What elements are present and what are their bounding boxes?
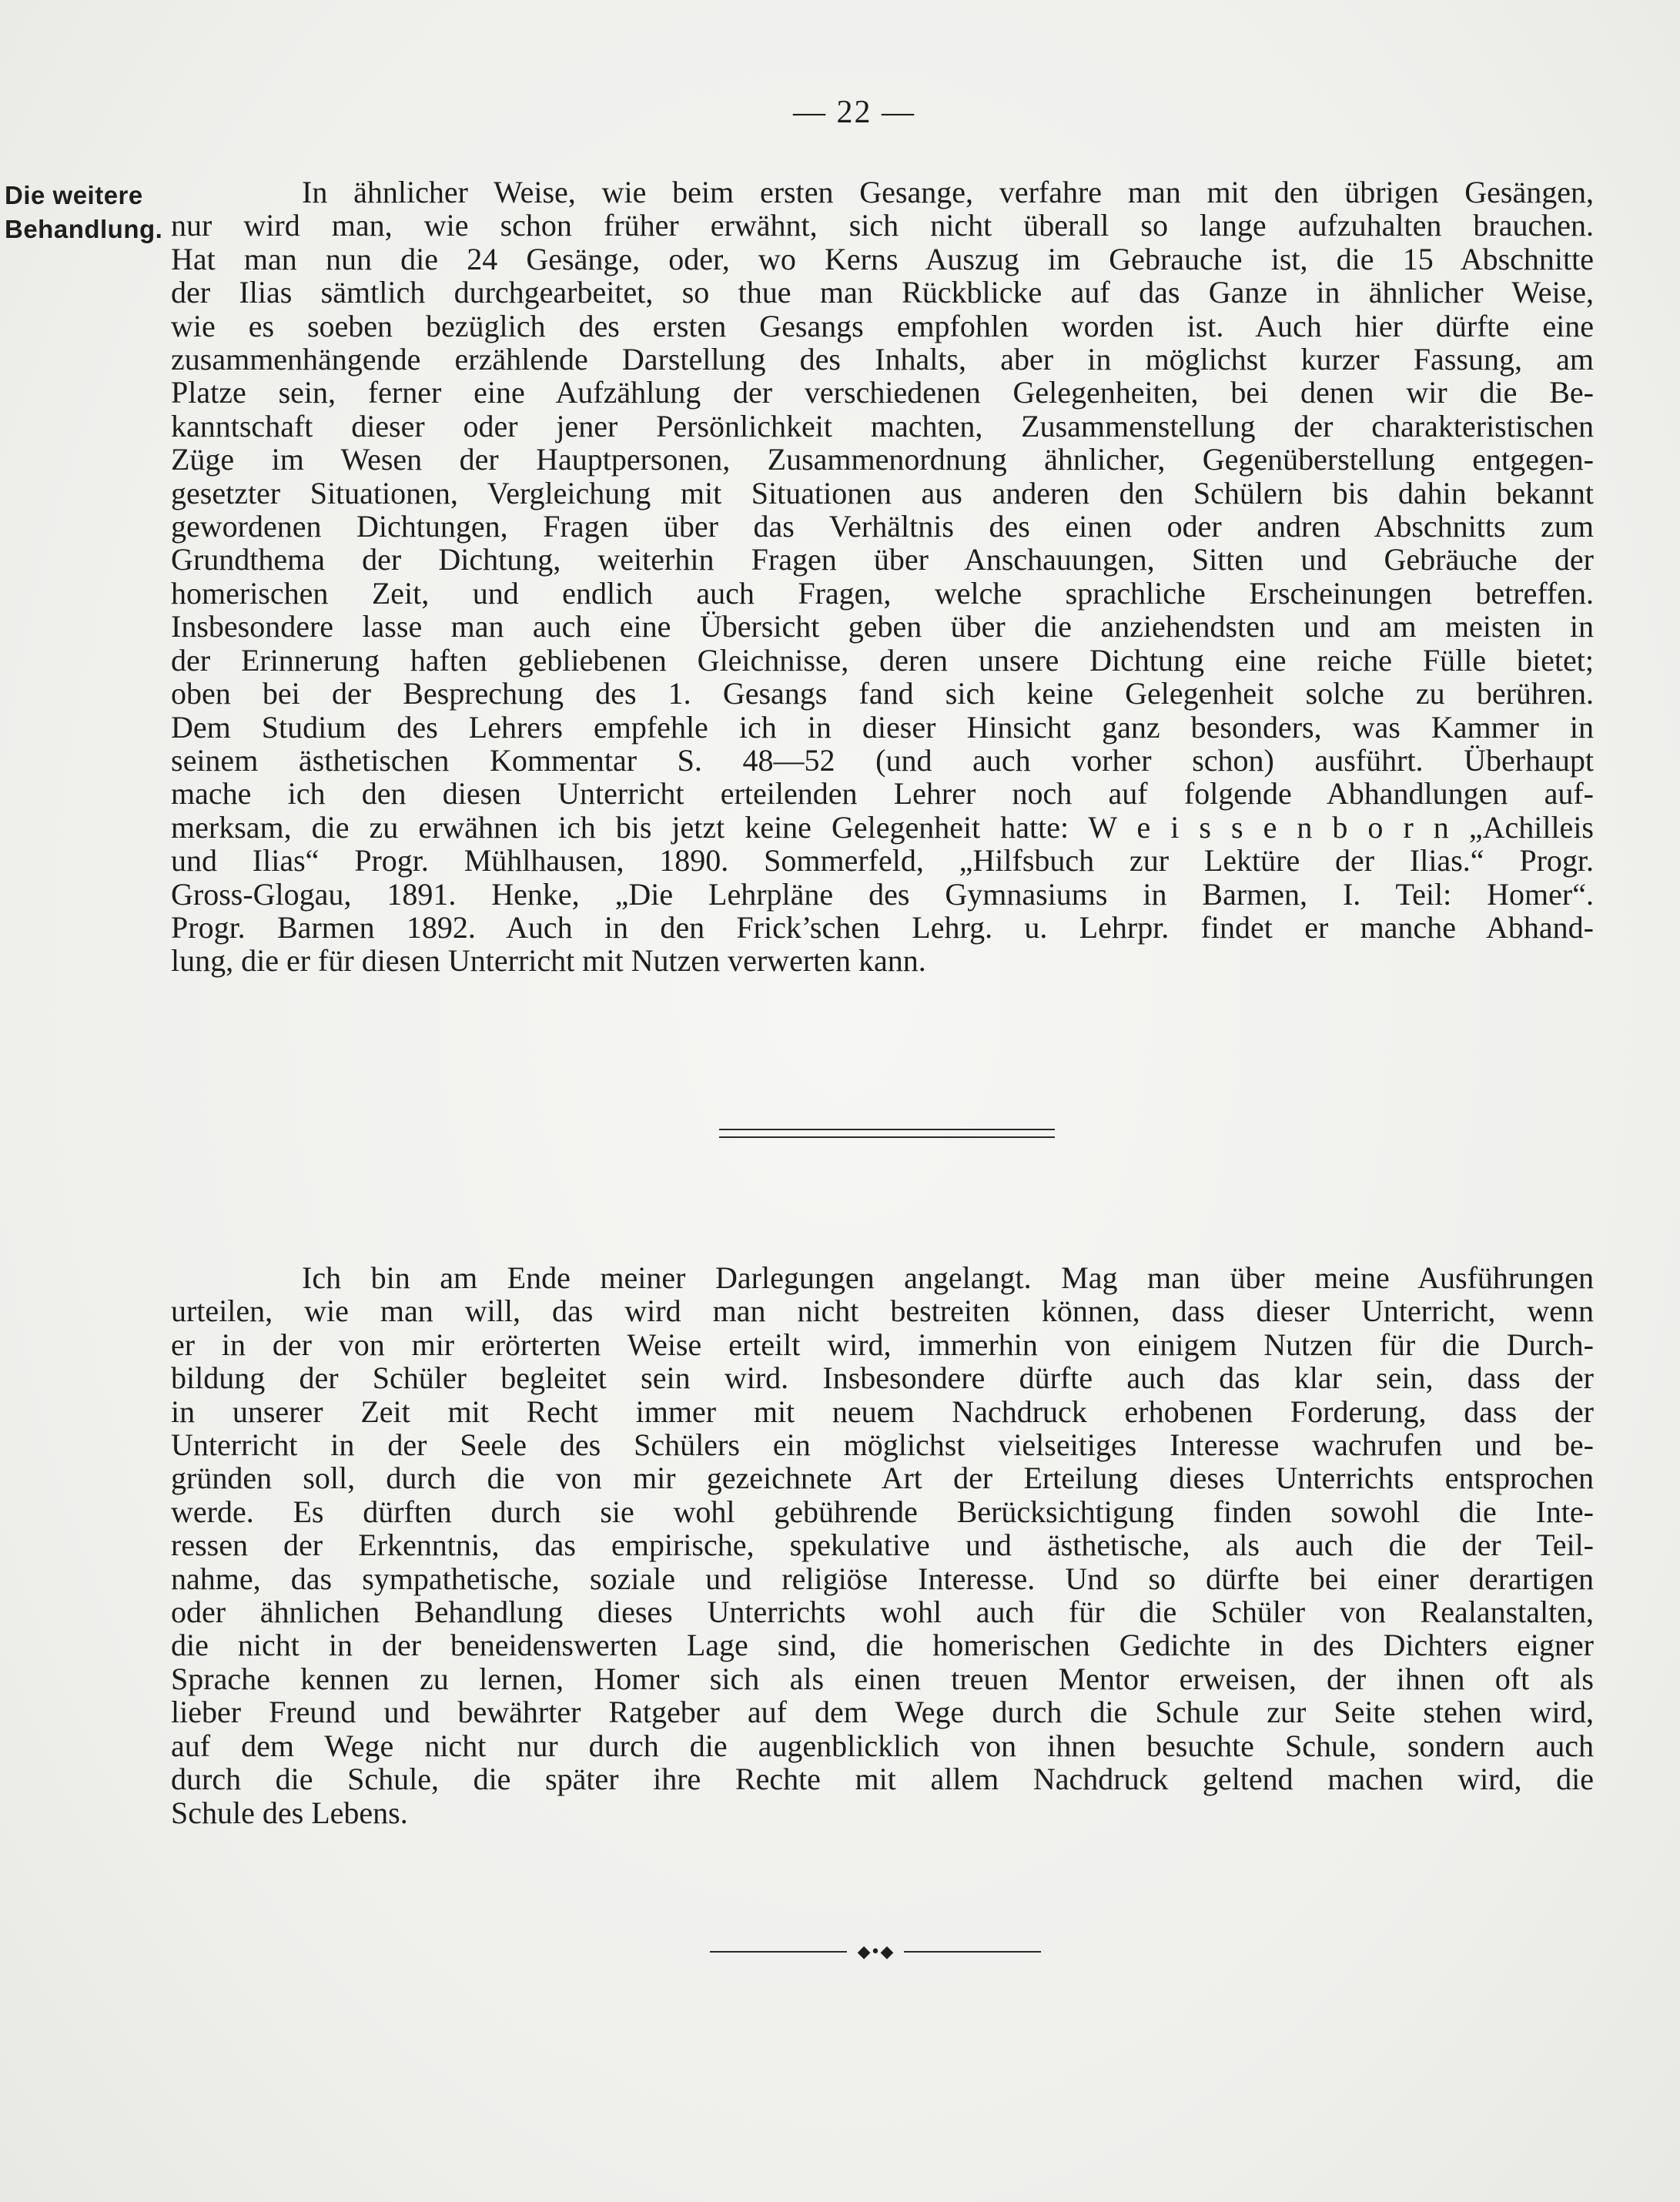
text-line: er in der von mir erörterten Weise erteilt wird, immerhin von einigem Nutzen für die Durch- xyxy=(171,1327,1594,1362)
end-ornament xyxy=(710,1941,1041,1964)
text-line: gründen soll, durch die von mir gezeichnete Art der Erteilung dieses Unterrichts entsprochen xyxy=(171,1461,1594,1496)
text-line: Unterricht in der Seele des Schülers ein möglichst vielseitiges Interesse wachrufen und be- xyxy=(171,1427,1594,1463)
text-line: mache ich den diesen Unterricht erteilenden Lehrer noch auf folgende Abhandlungen auf- xyxy=(171,776,1594,812)
ornament-rule-left xyxy=(710,1951,847,1953)
text-line: Grundthema der Dichtung, weiterhin Fragen über Anschauungen, Sitten und Gebräuche der xyxy=(171,542,1594,577)
text-line: lieber Freund und bewährter Ratgeber auf dem Wege durch die Schule zur Seite stehen wird, xyxy=(171,1695,1594,1730)
text-line: In ähnlicher Weise, wie beim ersten Gesange, verfahre man mit den übrigen Gesängen, xyxy=(302,175,1594,209)
text-line: ressen der Erkenntnis, das empirische, spekulative und ästhetische, als auch die der Teil- xyxy=(171,1528,1594,1563)
text-line: oder ähnlichen Behandlung dieses Unterrichts wohl auch für die Schüler von Realanstalten, xyxy=(171,1595,1594,1630)
paragraph-conclusion xyxy=(171,1261,1594,1829)
text-line: Hat man nun die 24 Gesänge, oder, wo Kerns Auszug im Gebrauche ist, die 15 Abschnitte xyxy=(171,241,1594,276)
text-line: bildung der Schüler begleitet sein wird. Insbesondere dürfte auch das klar sein, dass der xyxy=(171,1360,1594,1396)
text-line: der Ilias sämtlich durchgearbeitet, so thue man Rückblicke auf das Ganze in ähnlicher Weise, xyxy=(171,275,1594,310)
text-line: kanntschaft dieser oder jener Persönlichkeit machten, Zusammenstellung der charakteristischen xyxy=(171,408,1594,443)
text-line: Insbesondere lasse man auch eine Übersicht geben über die anziehendsten und am meisten in xyxy=(171,609,1594,644)
text-line: seinem ästhetischen Kommentar S. 48—52 (und auch vorher schon) ausführt. Überhaupt xyxy=(171,742,1594,778)
text-line: oben bei der Besprechung des 1. Gesangs fand sich keine Gelegenheit solche zu berühren. xyxy=(171,676,1594,711)
text-line: durch die Schule, die später ihre Rechte mit allem Nachdruck geltend machen wird, die xyxy=(171,1762,1594,1797)
text-line: Dem Studium des Lehrers empfehle ich in dieser Hinsicht ganz besonders, was Kammer in xyxy=(171,709,1594,745)
text-line: zusammenhängende erzählende Darstellung des Inhalts, aber in möglichst kurzer Fassung, am xyxy=(171,342,1594,377)
text-line: urteilen, wie man will, das wird man nicht bestreiten können, dass dieser Unterricht, wenn xyxy=(171,1293,1594,1329)
text-line: Schule des Lebens. xyxy=(171,1795,408,1830)
text-line: merksam, die zu erwähnen ich bis jetzt keine Gelegenheit hatte: W e i s s e n b o r n „Achilleis xyxy=(171,809,1594,845)
text-line: gewordenen Dichtungen, Fragen über das Verhältnis des einen oder andren Abschnitts zum xyxy=(171,509,1594,544)
text-line: Züge im Wesen der Hauptpersonen, Zusammenordnung ähnlicher, Gegenüberstellung entgegen- xyxy=(171,442,1594,477)
text-line: in unserer Zeit mit Recht immer mit neuem Nachdruck erhobenen Forderung, dass der xyxy=(171,1394,1594,1429)
text-line: Platze sein, ferner eine Aufzählung der verschiedenen Gelegenheiten, bei denen wir die Be- xyxy=(171,375,1594,410)
ornament-diamond-icon: ◆•◆ xyxy=(857,1943,894,1962)
text-line: werde. Es dürften durch sie wohl gebührende Berücksichtigung finden sowohl die Inte- xyxy=(171,1494,1594,1529)
text-line: wie es soeben bezüglich des ersten Gesangs empfohlen worden ist. Auch hier dürfte eine xyxy=(171,308,1594,343)
text-line: und Ilias“ Progr. Mühlhausen, 1890. Sommerfeld, „Hilfsbuch zur Lektüre der Ilias.“ Progr. xyxy=(171,843,1594,878)
text-line: nur wird man, wie schon früher erwähnt, sich nicht überall so lange aufzuhalten brauchen. xyxy=(171,208,1594,243)
text-line: die nicht in der beneidenswerten Lage sind, die homerischen Gedichte in des Dichters eigner xyxy=(171,1628,1594,1663)
text-line: auf dem Wege nicht nur durch die augenblicklich von ihnen besuchte Schule, sondern auch xyxy=(171,1728,1594,1763)
page-number: — 22 — xyxy=(793,95,915,130)
margin-note xyxy=(5,179,162,246)
text-line: homerischen Zeit, und endlich auch Fragen, welche sprachliche Erscheinungen betreffen. xyxy=(171,575,1594,611)
text-line: Ich bin am Ende meiner Darlegungen angelangt. Mag man über meine Ausführungen xyxy=(302,1260,1594,1295)
margin-note-line: Behandlung. xyxy=(5,215,163,243)
text-line: Progr. Barmen 1892. Auch in den Frick’schen Lehrg. u. Lehrpr. findet er manche Abhand- xyxy=(171,909,1594,945)
text-line: nahme, das sympathetische, soziale und religiöse Interesse. Und so dürfte bei einer derartigen xyxy=(171,1561,1594,1596)
text-line: Gross-Glogau, 1891. Henke, „Die Lehrpläne des Gymnasiums in Barmen, I. Teil: Homer“. xyxy=(171,876,1594,912)
text-line: Sprache kennen zu lernen, Homer sich als einen treuen Mentor erweisen, der ihnen oft als xyxy=(171,1661,1594,1696)
text-line: gesetzter Situationen, Vergleichung mit Situationen aus anderen den Schülern bis dahin bekannt xyxy=(171,475,1594,510)
text-line: lung, die er für diesen Unterricht mit Nutzen verwerten kann. xyxy=(171,943,926,979)
section-divider xyxy=(719,1129,1055,1138)
ornament-rule-right xyxy=(904,1951,1041,1953)
text-line: der Erinnerung haften gebliebenen Gleichnisse, deren unsere Dichtung eine reiche Fülle bietet; xyxy=(171,642,1594,678)
paragraph-further-treatment xyxy=(171,176,1594,978)
margin-note-line: Die weitere xyxy=(5,181,143,209)
